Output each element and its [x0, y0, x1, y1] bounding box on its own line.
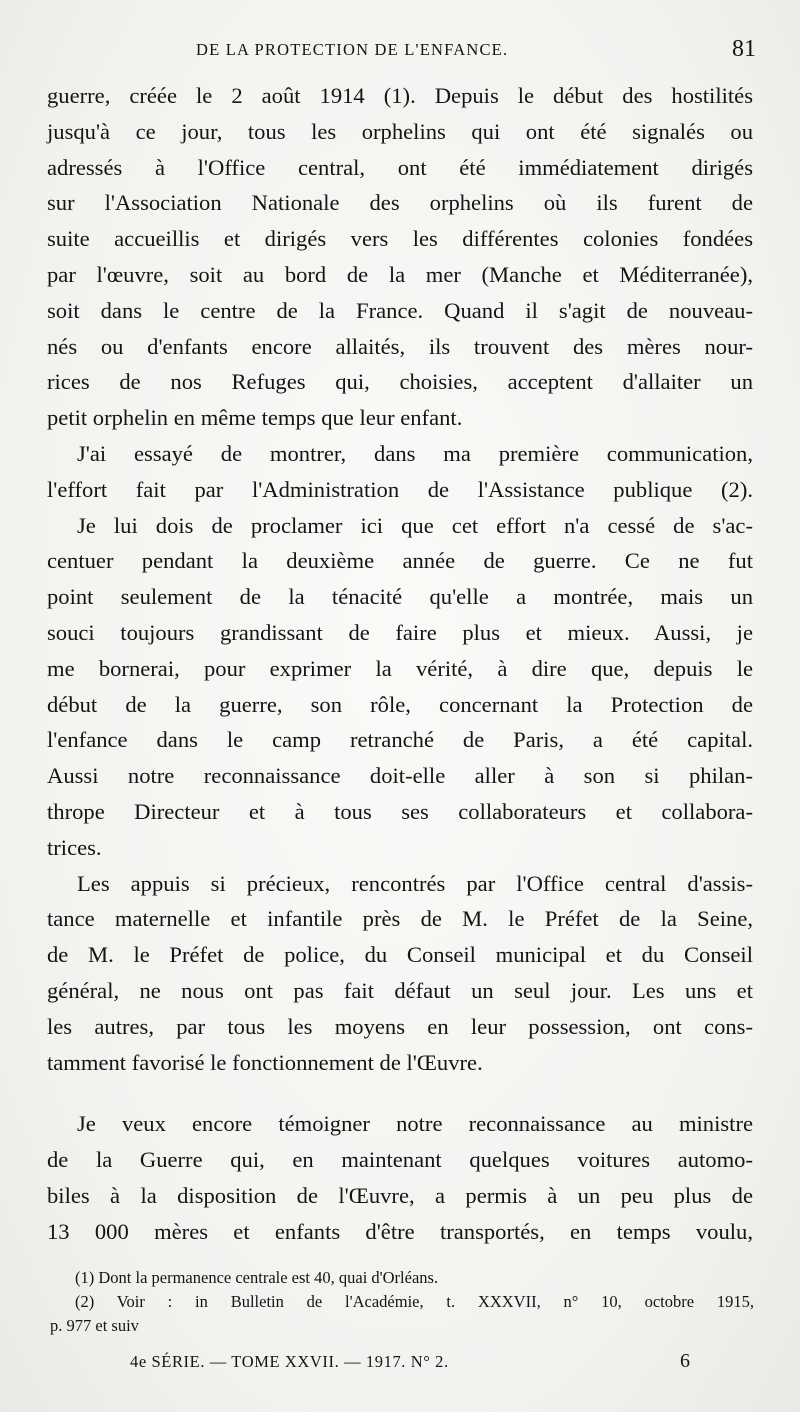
running-head	[46, 36, 756, 66]
text-line: guerre, créée le 2 août 1914 (1). Depuis le début des hostilités	[47, 83, 753, 108]
text-line: nés ou d'enfants encore allaités, ils trouvent des mères nour-	[47, 333, 753, 359]
printer-signature	[50, 1350, 690, 1378]
footnote-line: (1) Dont la permanence centrale est 40, quai d'Orléans.	[75, 1268, 439, 1287]
text-line: de la Guerre qui, en maintenant quelques voitures automo-	[47, 1147, 753, 1173]
text-line: général, ne nous ont pas fait défaut un seul jour. Les uns et	[47, 977, 753, 1003]
text-line: souci toujours grandissant de faire plus et mieux. Aussi, je	[47, 619, 753, 645]
text-line: Je veux encore témoigner notre reconnaissance au ministre	[77, 1111, 753, 1137]
text-line: centuer pendant la deuxième année de guerre. Ce ne fut	[47, 548, 753, 574]
footnote-line: p. 977 et suiv	[50, 1316, 139, 1335]
text-line: jusqu'à ce jour, tous les orphelins qui ont été signalés ou	[47, 118, 753, 144]
section-gap	[47, 1080, 753, 1106]
text-line: trices.	[47, 834, 102, 860]
text-line: thrope Directeur et à tous ses collaborateurs et collabora-	[47, 798, 753, 824]
footnote-line: (2) Voir : in Bulletin de l'Académie, t. XXXVII, n° 10, octobre 1915,	[75, 1292, 754, 1311]
text-line: Les appuis si précieux, rencontrés par l'Office central d'assis-	[77, 870, 753, 896]
paragraph	[47, 436, 753, 866]
text-line: Je lui dois de proclamer ici que cet effort n'a cessé de s'ac-	[77, 512, 753, 538]
text-line: soit dans le centre de la France. Quand il s'agit de nouveau-	[47, 297, 753, 323]
running-title: DE LA PROTECTION DE L'ENFANCE.	[196, 40, 509, 59]
text-line: petit orphelin en même temps que leur enfant.	[47, 405, 463, 431]
text-line: biles à la disposition de l'Œuvre, a permis à un peu plus de	[47, 1182, 753, 1208]
sheet-number: 6	[680, 1350, 690, 1372]
text-line: adressés à l'Office central, ont été immédiatement dirigés	[47, 154, 753, 180]
text-line: suite accueillis et dirigés vers les différentes colonies fondées	[47, 226, 753, 252]
text-line: par l'œuvre, soit au bord de la mer (Manche et Méditerranée),	[47, 261, 753, 287]
text-line: sur l'Association Nationale des orphelins où ils furent de	[47, 190, 753, 216]
text-line: me bornerai, pour exprimer la vérité, à dire que, depuis le	[47, 655, 753, 681]
text-line: l'effort fait par l'Administration de l'Assistance publique (2).	[47, 476, 753, 502]
text-line: rices de nos Refuges qui, choisies, acceptent d'allaiter un	[47, 369, 753, 395]
text-line: de M. le Préfet de police, du Conseil municipal et du Conseil	[47, 942, 753, 968]
text-line: tamment favorisé le fonctionnement de l'Œuvre.	[47, 1049, 483, 1075]
footnotes	[50, 1266, 754, 1338]
text-line: point seulement de la ténacité qu'elle a montrée, mais un	[47, 584, 753, 610]
paragraph	[47, 866, 753, 1081]
text-line: Aussi notre reconnaissance doit-elle aller à son si philan-	[47, 763, 753, 789]
text-line: début de la guerre, son rôle, concernant la Protection de	[47, 691, 753, 717]
series-signature: 4e SÉRIE. — TOME XXVII. — 1917. N° 2.	[130, 1352, 449, 1371]
page-number: 81	[732, 36, 756, 62]
text-line: J'ai essayé de montrer, dans ma première communication,	[77, 440, 753, 466]
text-line: 13 000 mères et enfants d'être transportés, en temps voulu,	[47, 1218, 753, 1244]
paragraph	[47, 78, 753, 436]
text-line: tance maternelle et infantile près de M. le Préfet de la Seine,	[47, 906, 753, 932]
body-text	[47, 78, 753, 1250]
text-line: les autres, par tous les moyens en leur possession, ont cons-	[47, 1013, 753, 1039]
paragraph	[47, 1106, 753, 1249]
text-line: l'enfance dans le camp retranché de Paris, a été capital.	[47, 727, 753, 753]
